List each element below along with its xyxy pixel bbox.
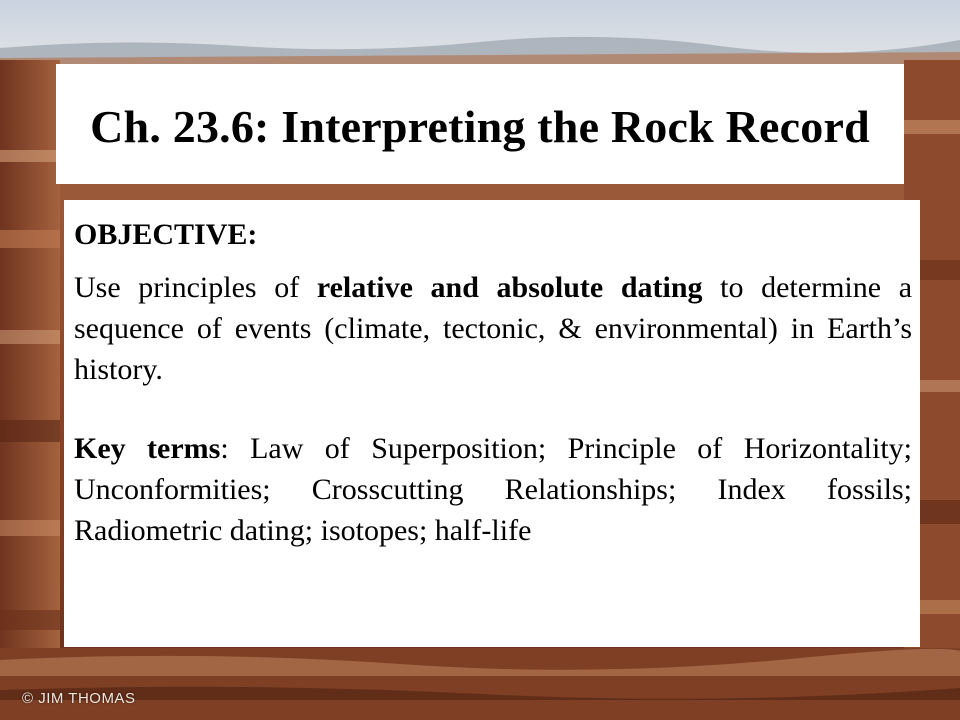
objective-paragraph bbox=[74, 267, 912, 390]
key-terms-label: Key terms bbox=[74, 432, 221, 465]
key-terms-separator: : bbox=[220, 432, 251, 465]
key-terms-text: Law of Superposition; Principle of Horizontality; Unconformities; Crosscutting Relationships; Index fossils; Radiometric dating; isotopes; half-life bbox=[74, 432, 913, 547]
objective-text-post: to determine a sequence of events (climate, tectonic, & environmental) in Earth’s history. bbox=[74, 271, 913, 386]
objective-heading: OBJECTIVE: bbox=[74, 218, 258, 251]
objective-text-bold: relative and absolute dating bbox=[316, 271, 703, 304]
title-box bbox=[56, 64, 904, 184]
content-box bbox=[64, 200, 920, 647]
slide-title: Ch. 23.6: Interpreting the Rock Record bbox=[90, 100, 870, 152]
objective-text-pre: Use principles of bbox=[74, 271, 317, 304]
key-terms-paragraph bbox=[74, 428, 912, 551]
photo-credit: © JIM THOMAS bbox=[22, 690, 136, 707]
